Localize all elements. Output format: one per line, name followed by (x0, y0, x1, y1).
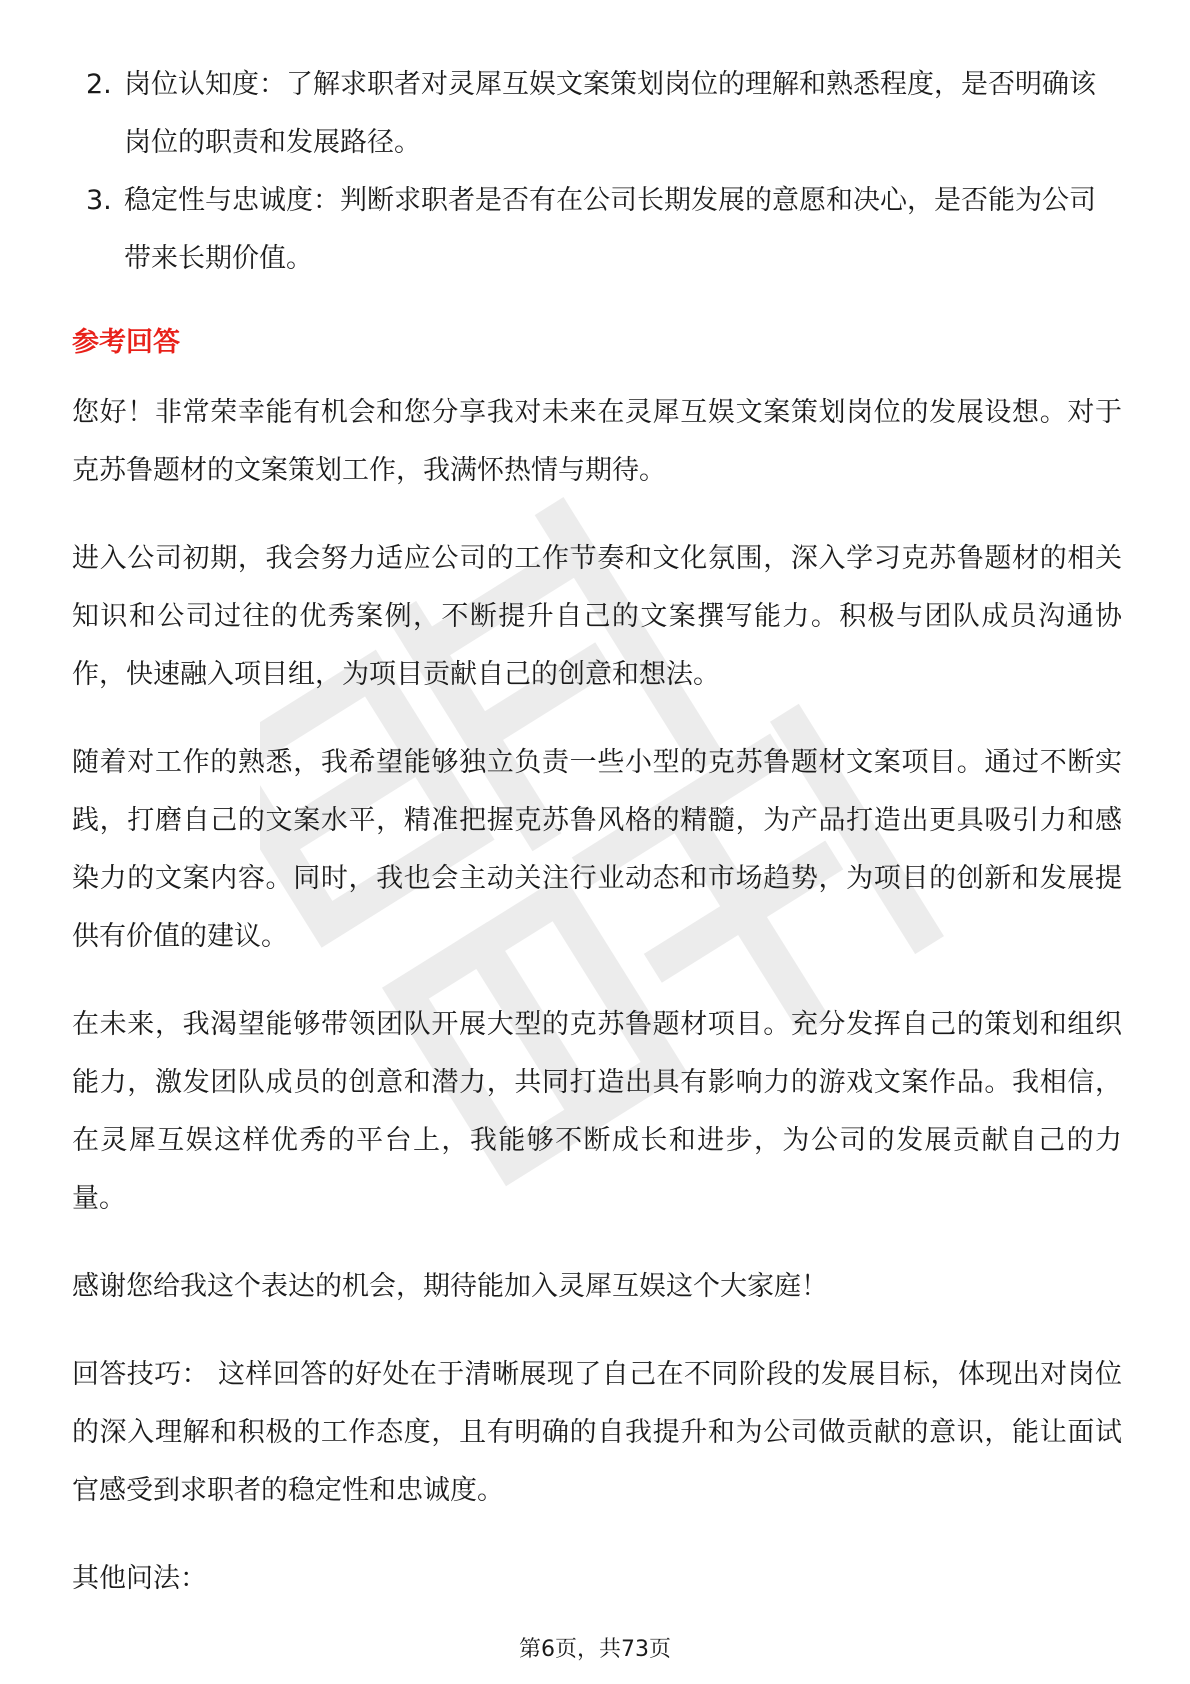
list-number: 2. (86, 69, 112, 100)
paragraph-mid-stage: 随着对工作的熟悉，我希望能够独立负责一些小型的克苏鲁题材文案项目。通过不断实践，打磨自己的文案水平，精准把握克苏鲁风格的精髓，为产品打造出更具吸引力和感染力的文案内容。同时，我也会主动关注行业动态和市场趋势，为项目的创新和发展提供有价值的建议。 (72, 747, 1122, 952)
list-item-2 (72, 56, 1122, 172)
list-item-3 (72, 172, 1122, 288)
paragraph-answer-tips: 回答技巧： 这样回答的好处在于清晰展现了自己在不同阶段的发展目标，体现出对岗位的深入理解和积极的工作态度，且有明确的自我提升和为公司做贡献的意识，能让面试官感受到求职者的稳定性和忠诚度。 (72, 1359, 1122, 1506)
list-item-text: 稳定性与忠诚度：判断求职者是否有在公司长期发展的意愿和决心，是否能为公司带来长期价值。 (124, 185, 1096, 274)
paragraph-thanks: 感谢您给我这个表达的机会，期待能加入灵犀互娱这个大家庭！ (72, 1271, 828, 1302)
paragraph-early-stage: 进入公司初期，我会努力适应公司的工作节奏和文化氛围，深入学习克苏鲁题材的相关知识和公司过往的优秀案例，不断提升自己的文案撰写能力。积极与团队成员沟通协作，快速融入项目组，为项目贡献自己的创意和想法。 (72, 543, 1122, 690)
section-heading: 参考回答 (72, 327, 180, 358)
paragraph-other-questions: 其他问法： (72, 1563, 207, 1594)
list-item-text: 岗位认知度：了解求职者对灵犀互娱文案策划岗位的理解和熟悉程度，是否明确该岗位的职责和发展路径。 (124, 69, 1096, 158)
paragraph-greeting: 您好！非常荣幸能有机会和您分享我对未来在灵犀互娱文案策划岗位的发展设想。对于克苏鲁题材的文案策划工作，我满怀热情与期待。 (72, 397, 1122, 486)
list-number: 3. (86, 185, 112, 216)
paragraph-future: 在未来，我渴望能够带领团队开展大型的克苏鲁题材项目。充分发挥自己的策划和组织能力，激发团队成员的创意和潜力，共同打造出具有影响力的游戏文案作品。我相信，在灵犀互娱这样优秀的平台上，我能够不断成长和进步，为公司的发展贡献自己的力量。 (72, 1009, 1122, 1214)
document-content (72, 56, 1122, 1638)
page-number-footer: 第6页，共73页 (519, 1637, 671, 1662)
